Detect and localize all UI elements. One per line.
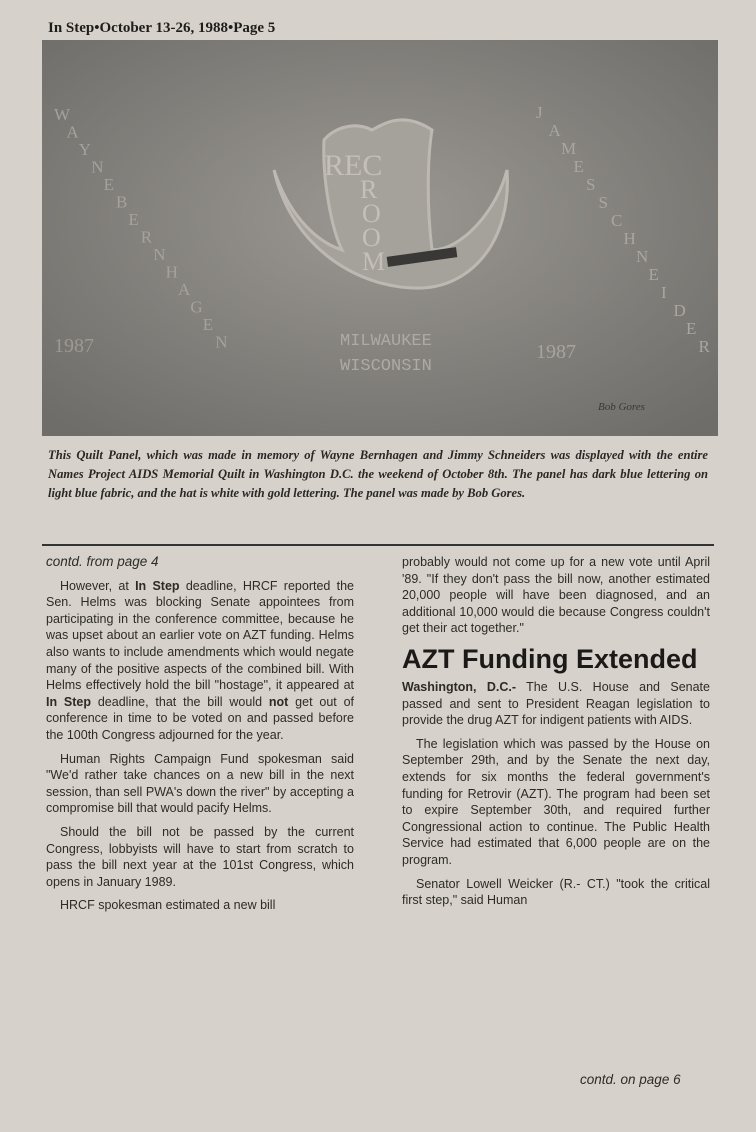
article-paragraph-3: Senator Lowell Weicker (R.- CT.) "took the critical first step," said Human [402, 876, 710, 908]
article-headline: AZT Funding Extended [402, 643, 698, 674]
article-paragraph-2: The legislation which was passed by the House on September 29th, and by the Senate the next day, extends for six months the federal government's funding for Retrovir (AZT). The program had been set to expire September 30th, and required further Congressional action to continue. The Public Health Service had estimated that 6,000 people are on the program. [402, 736, 710, 867]
hat-text-top: REC [324, 149, 383, 182]
quilt-letter: N [153, 245, 166, 264]
page-header: In Step•October 13-26, 1988•Page 5 [48, 20, 276, 36]
quilt-letter: H [165, 262, 178, 282]
artist-signature: Bob Gores [598, 401, 645, 413]
quilt-letter: R [698, 337, 710, 356]
quilt-letter: M [561, 139, 577, 158]
location-line1: MILWAUKEE [340, 332, 432, 351]
quilt-letter: E [202, 315, 214, 334]
quilt-letter: E [648, 265, 659, 284]
quilt-panel-photo [42, 40, 718, 436]
article-lead: Washington, D.C.- The U.S. House and Senate passed and sent to President Reagan legislation to provide the drug AZT for indigent patients with AIDS. [402, 679, 710, 728]
quilt-letter: Y [78, 140, 92, 159]
paragraph-1: However, at In Step deadline, HRCF reported the Sen. Helms was blocking Senate appointees from participating in the conference committee, because he was upset about an earlier vote on AZT funding. Helms also wants to include amendments which would negate many of the positive aspects of the combined bill. With Helms effectively hold the bill "hostage", it appeared at In Step deadline, that the bill would not get out of conference in time to be voted on and passed before the 100th Congress adjourned for the year. [46, 578, 355, 742]
quilt-letter: S [586, 175, 596, 194]
quilt-letter: C [611, 211, 623, 230]
quilt-letter: R [140, 227, 153, 247]
section-divider [42, 544, 714, 546]
quilt-letter: A [178, 280, 191, 299]
quilt-letter: A [66, 122, 79, 142]
article-continued-column [46, 554, 354, 921]
quilt-letter: E [573, 157, 584, 176]
svg-text:O: O [362, 199, 381, 228]
quilt-letter: B [116, 192, 128, 212]
paragraph-2: Human Rights Campaign Fund spokesman said "We'd rather take chances on a new bill in the next session, than sell PWA's down the river" by accepting a compromise bill that would pacify Helms. [46, 751, 354, 816]
quilt-letter: S [598, 193, 608, 212]
azt-article-column [402, 554, 710, 916]
quilt-letter: N [91, 157, 104, 177]
photo-caption: This Quilt Panel, which was made in memory of Wayne Bernhagen and Jimmy Schneiders was displayed with the entire Names Project AIDS Memorial Quilt in Washington D.C. the weekend of October 8th. The panel has dark blue lettering on light blue fabric, and the hat is white with gold lettering. The panel was made by Bob Gores. [48, 448, 708, 500]
quilt-letter: W [54, 105, 71, 124]
quilt-letter: I [661, 283, 667, 302]
svg-text:R: R [360, 175, 378, 204]
quilt-letter: E [103, 175, 114, 194]
paragraph-3: Should the bill not be passed by the current Congress, lobbyists will have to start from scratch to pass the bill next year at the 101st Congress, which opens in January 1989. [46, 824, 354, 889]
paragraph-continued: probably would not come up for a new vote until April '89. "If they don't pass the bill now, another estimated 20,000 people will have been diagnosed, and an additional 10,000 would die because Congress couldn't get their act together." [402, 555, 710, 636]
quilt-letter: A [548, 121, 561, 140]
svg-text:O: O [362, 223, 381, 252]
paragraph-4: HRCF spokesman estimated a new bill [60, 898, 276, 913]
quilt-letter: J [536, 103, 543, 122]
quilt-letter: N [215, 332, 228, 352]
continued-from-label: contd. from page 4 [46, 554, 159, 569]
quilt-letter: E [686, 319, 697, 338]
location-line2: WISCONSIN [340, 357, 432, 376]
quilt-letter: D [673, 301, 686, 320]
quilt-letter: N [636, 247, 649, 266]
year-right: 1987 [536, 341, 576, 363]
svg-text:M: M [362, 247, 386, 276]
continued-on-label: contd. on page 6 [580, 1072, 681, 1087]
dateline: Washington, D.C.- [402, 679, 517, 694]
year-left: 1987 [54, 335, 94, 357]
quilt-letter: G [190, 297, 203, 317]
quilt-letter: E [128, 210, 139, 229]
quilt-letter: H [623, 229, 636, 248]
